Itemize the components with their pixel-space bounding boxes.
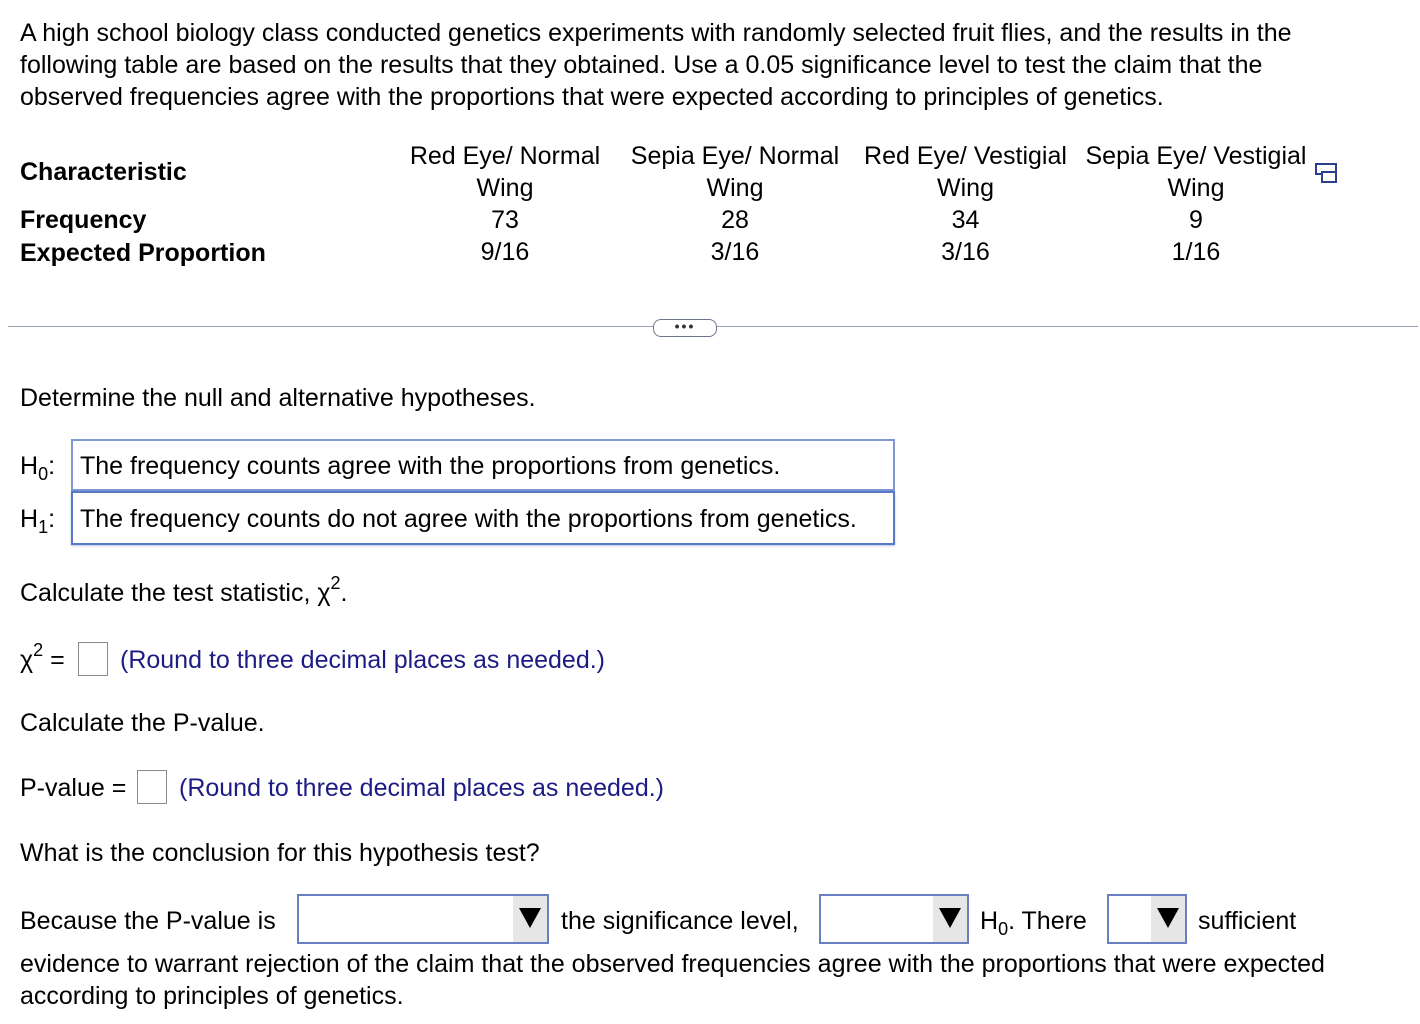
copy-table-icon[interactable] — [1314, 161, 1340, 185]
column-header-line2: Wing — [1167, 174, 1225, 202]
reject-decision-dropdown[interactable] — [819, 894, 969, 944]
h1-label: $H_1$: — [20, 505, 56, 537]
column-header-line1: Red Eye/ Vestigial — [864, 142, 1067, 170]
intro-line-1: A high school biology class conducted genetics experiments with randomly selected fruit flies, and the results in the — [20, 19, 1292, 47]
row-label-frequency: Frequency — [20, 206, 147, 234]
table-column — [853, 140, 1078, 268]
column-header-line1: Sepia Eye/ Normal — [630, 142, 840, 170]
frequency-cell: 28 — [721, 206, 749, 234]
column-header-line2: Wing — [937, 174, 994, 202]
conclusion-part2: the significance level, — [561, 907, 799, 935]
table-column — [620, 140, 850, 268]
column-header-line1: Red Eye/ Normal — [409, 142, 601, 170]
h0-text[interactable]: The frequency counts agree with the proportions from genetics. — [80, 452, 781, 480]
conclusion-line3: according to principles of genetics. — [20, 982, 404, 1010]
chi-square-hint: (Round to three decimal places as needed.) — [120, 646, 606, 674]
conclusion-prompt: What is the conclusion for this hypothesis test? — [20, 839, 540, 867]
column-header-line2: Wing — [476, 174, 534, 202]
chi-square-label: $\chi^2$ = — [20, 640, 65, 674]
conclusion-part4: sufficient — [1198, 907, 1297, 935]
column-header-line2: Wing — [706, 174, 764, 202]
h1-text[interactable]: The frequency counts do not agree with the proportions from genetics. — [80, 505, 857, 533]
conclusion-line2: evidence to warrant rejection of the claim that the observed frequencies agree with the proportions that were expected — [20, 950, 1325, 978]
dropdown-arrow-icon[interactable] — [519, 908, 541, 928]
evidence-dropdown[interactable] — [1107, 894, 1187, 944]
column-header-line1: Sepia Eye/ Vestigial — [1085, 142, 1307, 170]
expected-cell: 3/16 — [710, 238, 760, 266]
expected-cell: 3/16 — [941, 238, 990, 266]
dropdown-arrow-icon[interactable] — [939, 908, 961, 928]
table-column — [1076, 140, 1316, 268]
chi-square-input[interactable] — [78, 642, 108, 676]
test-statistic-prompt: Calculate the test statistic, $\chi^2$. — [20, 573, 348, 607]
row-label-expected: Expected Proportion — [20, 239, 266, 267]
row-label-characteristic: Characteristic — [20, 158, 187, 186]
pvalue-comparison-dropdown[interactable] — [297, 894, 549, 944]
p-value-prompt: Calculate the P-value. — [20, 709, 265, 737]
expand-more-button[interactable]: ••• — [653, 319, 717, 337]
frequency-cell: 9 — [1189, 206, 1203, 234]
intro-line-3: observed frequencies agree with the proportions that were expected according to principles of genetics. — [20, 83, 1164, 111]
expected-cell: 9/16 — [480, 238, 530, 266]
conclusion-part3: $H_0$. There — [980, 907, 1087, 939]
expected-cell: 1/16 — [1171, 238, 1221, 266]
frequency-cell: 34 — [951, 206, 980, 234]
hypotheses-prompt: Determine the null and alternative hypotheses. — [20, 384, 536, 412]
p-value-hint: (Round to three decimal places as needed.) — [179, 774, 665, 802]
p-value-input[interactable] — [137, 770, 167, 804]
problem-statement — [20, 17, 1410, 113]
intro-line-2: following table are based on the results that they obtained. Use a 0.05 significance level to test the claim that the — [20, 51, 1263, 79]
p-value-label: P-value = — [20, 774, 127, 802]
dropdown-arrow-icon[interactable] — [1157, 908, 1179, 928]
conclusion-part1: Because the P-value is — [20, 907, 276, 935]
h0-label: $H_0$: — [20, 452, 56, 484]
frequency-cell: 73 — [491, 206, 519, 234]
table-column — [395, 140, 615, 268]
